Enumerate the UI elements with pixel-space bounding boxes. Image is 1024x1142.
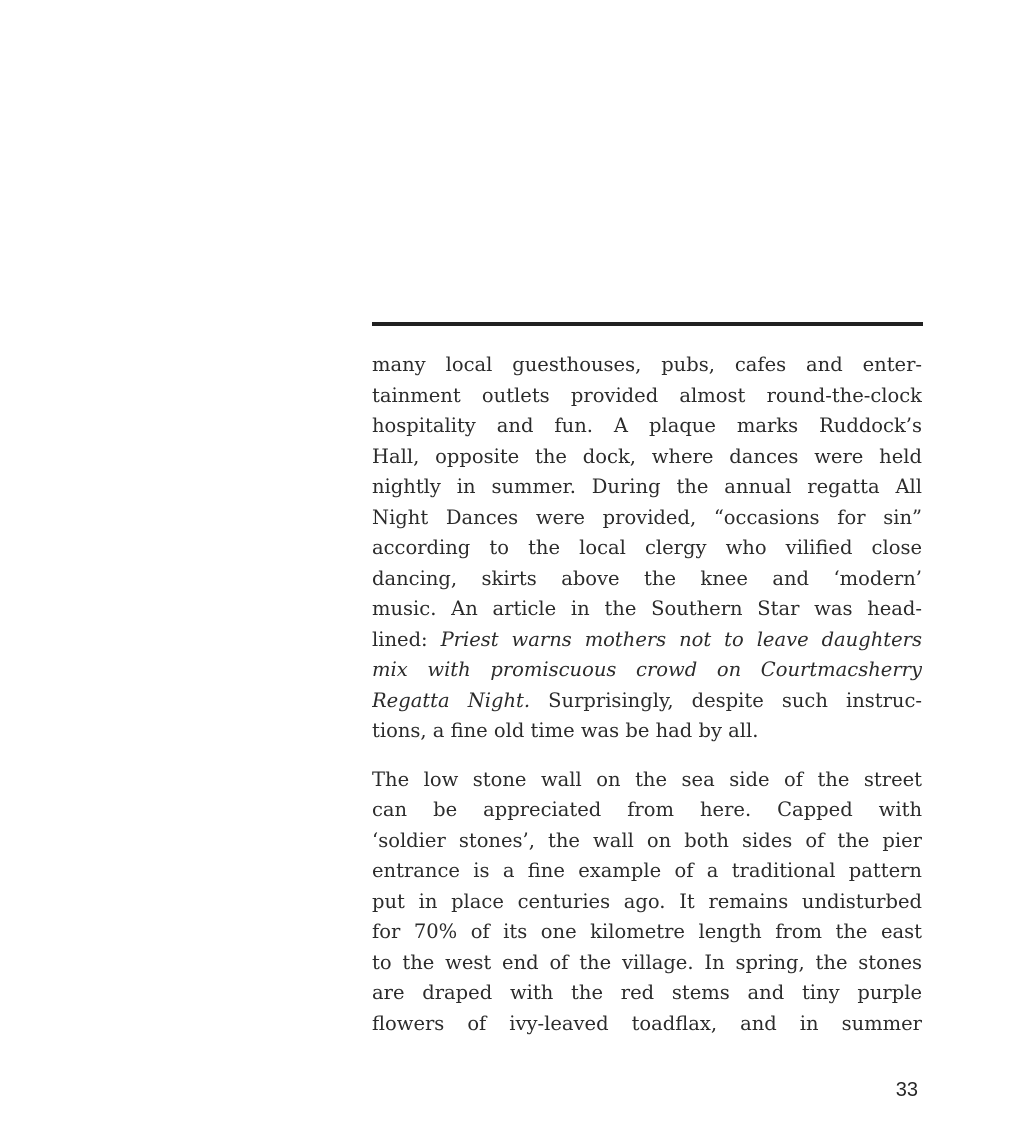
text-segment: many local guesthouses, pubs, cafes and enter- (372, 353, 922, 376)
text-line (372, 826, 922, 857)
text-line (372, 765, 922, 796)
text-segment-italic: Priest warns mothers not to leave daughters (440, 627, 922, 651)
text-line (372, 716, 922, 747)
text-line (372, 594, 922, 625)
text-segment: tainment outlets provided almost round-the-clock (372, 383, 922, 407)
text-segment: tions, a fine old time was be had by all. (372, 719, 759, 742)
text-segment: dancing, skirts above the knee and ‘modern’ (372, 566, 922, 590)
text-segment: flowers of ivy-leaved toadflax, and in summer (372, 1011, 922, 1035)
page-text-column (372, 350, 922, 1039)
text-line (372, 686, 922, 717)
text-segment: according to the local clergy who vilified close (372, 536, 922, 559)
text-segment: music. An article in the Southern Star was head- (372, 597, 922, 620)
text-line (372, 503, 922, 534)
text-line (372, 856, 922, 887)
text-line (372, 411, 922, 442)
text-line (372, 795, 922, 826)
text-segment-italic: Regatta Night. (372, 688, 531, 712)
text-segment: ‘soldier stones’, the wall on both sides of the pier (372, 828, 922, 852)
text-segment: put in place centuries ago. It remains undisturbed (372, 889, 922, 913)
text-line (372, 917, 922, 948)
text-line (372, 472, 922, 503)
text-segment: hospitality and fun. A plaque marks Ruddock’s (372, 414, 922, 437)
text-line (372, 887, 922, 918)
text-line (372, 1009, 922, 1040)
text-line (372, 442, 922, 473)
text-line (372, 350, 922, 381)
text-line (372, 381, 922, 412)
text-segment: nightly in summer. During the annual regatta All (372, 475, 922, 498)
text-segment: Surprisingly, despite such instruc- (530, 688, 922, 712)
section-divider-rule (372, 322, 923, 326)
text-segment: Night Dances were provided, “occasions for sin” (372, 505, 922, 529)
paragraph (372, 765, 922, 1040)
text-line (372, 564, 922, 595)
text-line (372, 948, 922, 979)
text-line (372, 655, 922, 686)
text-segment: for 70% of its one kilometre length from the east (372, 920, 922, 943)
paragraph (372, 350, 922, 747)
text-segment: lined: (372, 627, 441, 651)
text-segment: are draped with the red stems and tiny purple (372, 981, 922, 1004)
page-number: 33 (895, 1079, 918, 1101)
text-segment: The low stone wall on the sea side of the street (372, 767, 922, 791)
text-line (372, 533, 922, 564)
text-line (372, 978, 922, 1009)
text-segment: to the west end of the village. In spring, the stones (372, 950, 922, 974)
text-segment: entrance is a fine example of a traditional pattern (372, 859, 922, 882)
text-segment-italic: mix with promiscuous crowd on Courtmacsherry (372, 658, 922, 681)
text-line (372, 625, 922, 656)
text-segment: Hall, opposite the dock, where dances were held (372, 444, 922, 468)
text-segment: can be appreciated from here. Capped with (372, 798, 922, 821)
